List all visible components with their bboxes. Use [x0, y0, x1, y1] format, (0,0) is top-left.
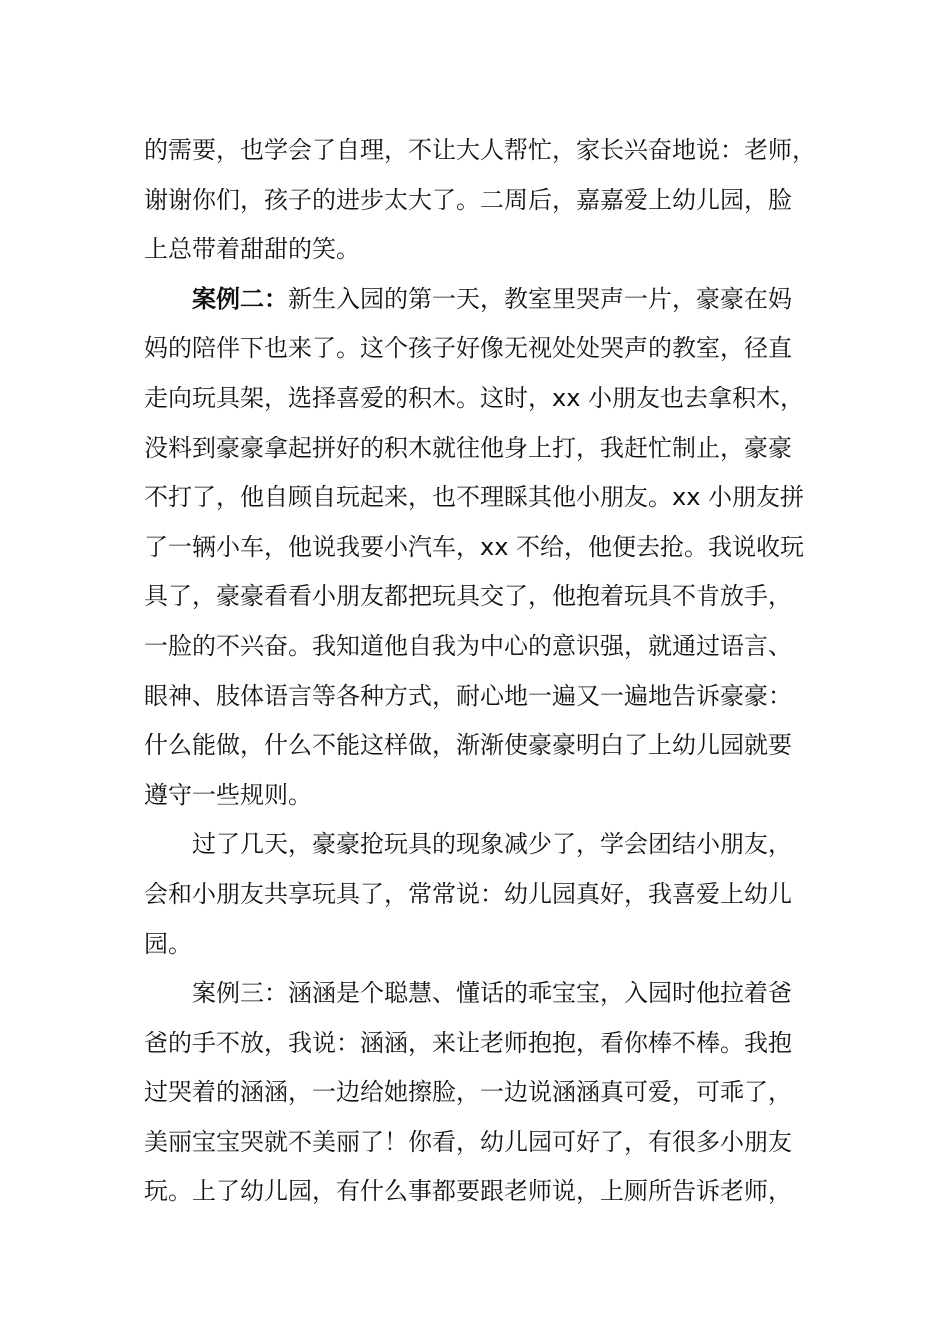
text-line: 谢谢你们，孩子的进步太大了。二周后，嘉嘉爱上幼儿园，脸 — [144, 185, 792, 214]
paragraph-follow-up — [144, 820, 804, 969]
paragraph-case-three — [144, 969, 804, 1217]
text-line: 玩。上了幼儿园，有什么事都要跟老师说，上厕所告诉老师， — [144, 1177, 792, 1206]
text-line: 过哭着的涵涵，一边给她擦脸，一边说涵涵真可爱，可乖了， — [144, 1078, 792, 1107]
paragraph-case-two — [144, 275, 804, 821]
text-line: 什么能做，什么不能这样做，渐渐使豪豪明白了上幼儿园就要 — [144, 731, 792, 760]
text-line: 爸的手不放，我说：涵涵，来让老师抱抱，看你棒不棒。我抱 — [144, 1028, 792, 1057]
text-fragment: 新生入园的第一天，教室里哭声一片，豪豪在妈 — [288, 284, 792, 313]
text-line: 一脸的不兴奋。我知道他自我为中心的意识强，就通过语言、 — [144, 631, 792, 660]
text-line: 妈的陪伴下也来了。这个孩子好像无视处处哭声的教室，径直 — [144, 334, 792, 363]
text-line: 美丽宝宝哭就不美丽了！你看，幼儿园可好了，有很多小朋友 — [144, 1127, 792, 1156]
text-line: 了一辆小车，他说我要小汽车，xx 不给，他便去抢。我说收玩 — [144, 532, 805, 561]
text-line: 走向玩具架，选择喜爱的积木。这时，xx 小朋友也去拿积木， — [144, 383, 805, 412]
text-line: 眼神、肢体语言等各种方式，耐心地一遍又一遍地告诉豪豪： — [144, 681, 792, 710]
text-line: 过了几天，豪豪抢玩具的现象减少了，学会团结小朋友， — [192, 830, 792, 859]
case-label: 案例二： — [192, 284, 288, 313]
text-line: 园。 — [144, 929, 192, 958]
text-line: 的需要，也学会了自理，不让大人帮忙，家长兴奋地说：老师， — [144, 136, 816, 164]
text-line: 上总带着甜甜的笑。 — [144, 235, 360, 264]
text-line: 案例三：涵涵是个聪慧、懂话的乖宝宝，入园时他拉着爸 — [192, 979, 792, 1008]
text-line: 没料到豪豪拿起拼好的积木就往他身上打，我赶忙制止，豪豪 — [144, 433, 792, 462]
text-line: 具了，豪豪看看小朋友都把玩具交了，他抱着玩具不肯放手， — [144, 582, 792, 611]
body-text — [144, 126, 816, 1217]
text-line: 不打了，他自顾自玩起来，也不理睬其他小朋友。xx 小朋友拼 — [144, 483, 805, 512]
text-line — [144, 275, 804, 325]
text-line: 会和小朋友共享玩具了，常常说：幼儿园真好，我喜爱上幼儿 — [144, 879, 792, 908]
text-line: 遵守一些规则。 — [144, 780, 312, 809]
paragraph-continuation — [144, 126, 816, 275]
